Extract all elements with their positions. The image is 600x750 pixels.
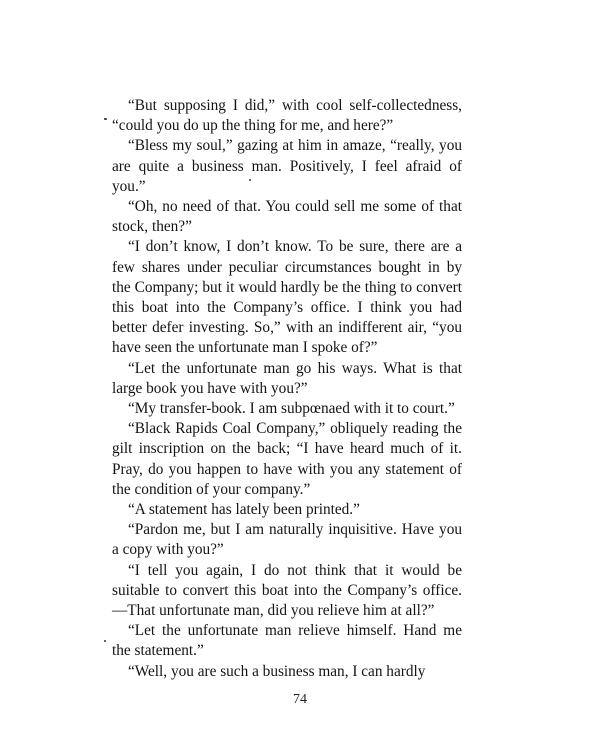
paragraph: “My transfer-book. I am subpœnaed with it to court.”: [128, 400, 455, 418]
paragraph: “Let the unfortunate man relieve himself. Hand me the statement.”: [112, 622, 462, 660]
body-text: [112, 96, 462, 682]
paragraph: “Bless my soul,” gazing at him in amaze, “really, you are quite a business man. Positively, I feel afraid of you.”: [112, 137, 462, 195]
ink-speck: [104, 118, 107, 120]
paragraph: “But supposing I did,” with cool self-collectedness, “could you do up the thing for me, and here?”: [112, 97, 462, 135]
paragraph: “I don’t know, I don’t know. To be sure, there are a few shares under peculiar circumstances bought in by the Company; but it would hardly be the thing to convert this boat into the Company’s office. I think you had better defer investing. So,” with an indifferent air, “you have seen the unfortunate man I spoke of?”: [112, 238, 462, 357]
paragraph: “I tell you again, I do not think that it would be suitable to convert this boat into the Company’s office. —That unfortunate man, did you relieve him at all?”: [112, 561, 462, 620]
paragraph: “Pardon me, but I am naturally inquisitive. Have you a copy with you?”: [112, 521, 462, 559]
page-number: 74: [293, 692, 307, 707]
paragraph: “Oh, no need of that. You could sell me some of that stock, then?”: [112, 198, 462, 236]
ink-speck: [104, 640, 106, 642]
ink-speck: [249, 179, 251, 181]
paragraph: “Let the unfortunate man go his ways. What is that large book you have with you?”: [112, 359, 462, 397]
paragraph: “A statement has lately been printed.”: [128, 501, 360, 519]
paragraph: “Well, you are such a business man, I can hardly: [128, 662, 426, 680]
paragraph: “Black Rapids Coal Company,” obliquely reading the gilt inscription on the back; “I have heard much of it. Pray, do you happen to have with you any statement of the condition of your company.”: [112, 420, 462, 498]
